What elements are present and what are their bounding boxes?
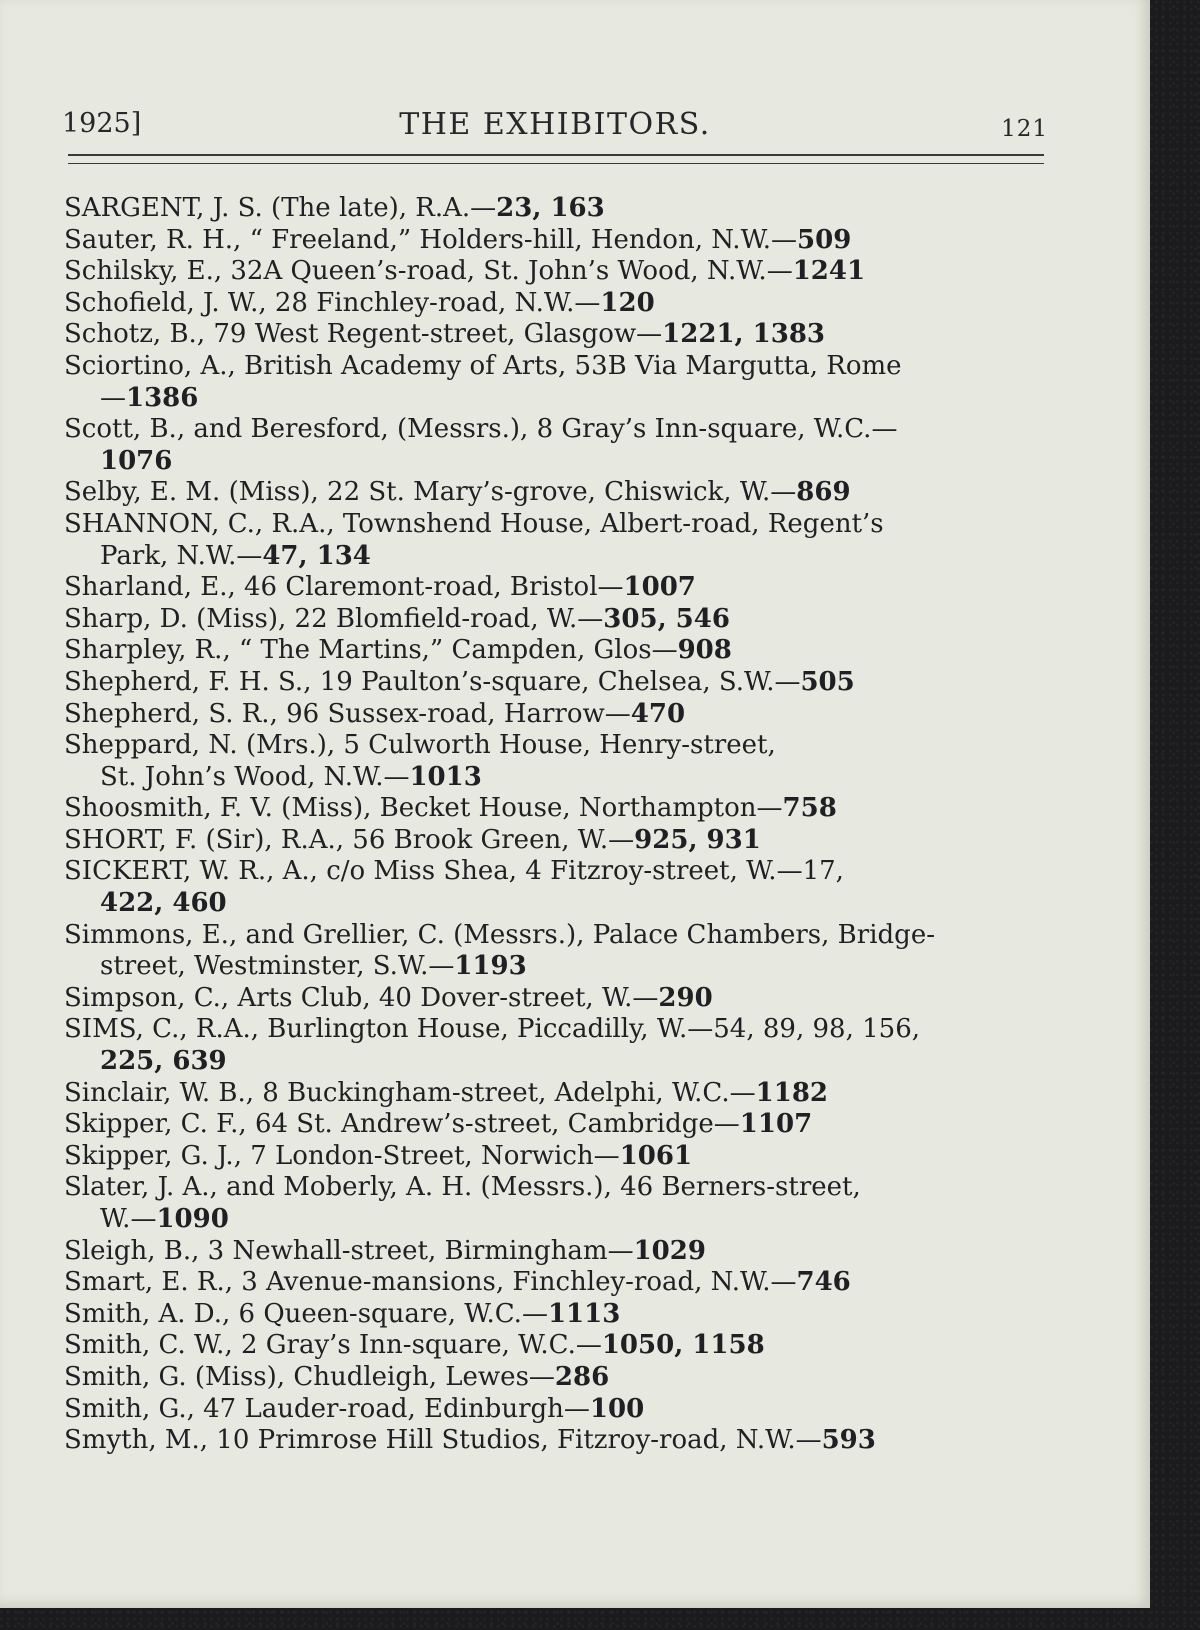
exhibitor-entry [64, 1394, 1056, 1426]
exhibitor-entry [64, 193, 1056, 225]
entry-text: Shepherd, F. H. S., 19 Paulton’s-square, Chelsea, S.W.— [64, 666, 801, 697]
entry-text: Scott, B., and Beresford, (Messrs.), 8 Gray’s Inn-square, W.C.— [64, 414, 898, 445]
catalogue-numbers: 120 [600, 287, 655, 318]
entry-line [64, 825, 1056, 857]
catalogue-numbers: 746 [796, 1267, 851, 1298]
catalogue-numbers: 1182 [755, 1077, 829, 1108]
exhibitor-entry [64, 793, 1056, 825]
entry-text: Sleigh, B., 3 Newhall-street, Birmingham— [64, 1235, 634, 1266]
entry-continuation [64, 446, 1056, 478]
entry-text: Schilsky, E., 32A Queen’s-road, St. John’s Wood, N.W.— [64, 256, 793, 287]
exhibitor-entry [64, 477, 1056, 509]
entry-text: Sheppard, N. (Mrs.), 5 Culworth House, Henry-street, [64, 730, 776, 761]
exhibitor-entry [64, 699, 1056, 731]
header-year: 1925] [62, 108, 142, 139]
entry-line [64, 225, 1056, 257]
exhibitor-entry [64, 572, 1056, 604]
entry-text: Simmons, E., and Grellier, C. (Messrs.), Palace Chambers, Bridge- [64, 919, 935, 950]
exhibitor-entry [64, 1362, 1056, 1394]
exhibitor-entry [64, 414, 1056, 477]
entry-text: Shepherd, S. R., 96 Sussex-road, Harrow— [64, 698, 631, 729]
exhibitor-entry [64, 509, 1056, 572]
exhibitor-entry [64, 1141, 1056, 1173]
entry-line [64, 793, 1056, 825]
exhibitor-entry [64, 983, 1056, 1015]
entry-line [64, 1394, 1056, 1426]
entry-line [64, 920, 1056, 952]
catalogue-numbers: 1113 [547, 1298, 621, 1329]
header-rule-thick [68, 154, 1044, 156]
exhibitor-entry [64, 1425, 1056, 1457]
entry-text: SIMS, C., R.A., Burlington House, Piccadilly, W.—54, 89, 98, 156, [64, 1014, 920, 1045]
entry-text: Smith, A. D., 6 Queen-square, W.C.— [64, 1298, 548, 1329]
catalogue-numbers: 1386 [126, 382, 199, 413]
entry-text: SARGENT, J. S. (The late), R.A.— [64, 193, 497, 223]
exhibitor-entry [64, 288, 1056, 320]
exhibitor-entry [64, 604, 1056, 636]
catalogue-numbers: 100 [589, 1393, 645, 1424]
continuation-text: street, Westminster, S.W.— [100, 951, 455, 982]
entry-line [64, 856, 1056, 888]
exhibitor-entry [64, 635, 1056, 667]
entry-continuation [64, 1046, 1056, 1078]
entry-line [64, 477, 1056, 509]
entry-text: Sharland, E., 46 Claremont-road, Bristol— [64, 572, 624, 603]
entry-line [64, 193, 1056, 225]
entry-text: Sciortino, A., British Academy of Arts, 53B Via Margutta, Rome [64, 350, 902, 381]
catalogue-numbers: 470 [630, 698, 686, 729]
entry-line [64, 1299, 1056, 1331]
entry-line [64, 699, 1056, 731]
entry-line [64, 667, 1056, 699]
exhibitor-entry [64, 1109, 1056, 1141]
entry-line [64, 635, 1056, 667]
catalogue-numbers: 47, 134 [262, 540, 371, 571]
entry-line [64, 1236, 1056, 1268]
catalogue-numbers: 1029 [633, 1235, 706, 1266]
catalogue-numbers: 925, 931 [634, 824, 761, 855]
entry-line [64, 1425, 1056, 1457]
catalogue-numbers: 1193 [454, 951, 527, 982]
entry-line [64, 572, 1056, 604]
entry-continuation [64, 383, 1056, 415]
entry-line [64, 1078, 1056, 1110]
entry-text: Schotz, B., 79 West Regent-street, Glasgow— [64, 319, 663, 350]
exhibitor-entry [64, 1267, 1056, 1299]
catalogue-numbers: 1013 [409, 761, 482, 792]
header-title: THE EXHIBITORS. [399, 107, 711, 142]
exhibitor-entry [64, 730, 1056, 793]
catalogue-numbers: 908 [677, 635, 732, 666]
entry-line [64, 1362, 1056, 1394]
entry-text: SICKERT, W. R., A., c/o Miss Shea, 4 Fitzroy-street, W.—17, [64, 856, 844, 887]
entry-line [64, 1109, 1056, 1141]
entry-line [64, 604, 1056, 636]
entry-continuation [64, 1204, 1056, 1236]
catalogue-numbers: 225, 639 [100, 1046, 227, 1077]
exhibitor-list [64, 193, 1056, 1457]
entry-text: Schofield, J. W., 28 Finchley-road, N.W.— [64, 287, 601, 318]
catalogue-numbers: 286 [554, 1361, 610, 1392]
entry-text: Skipper, G. J., 7 London-Street, Norwich— [64, 1140, 620, 1171]
catalogue-numbers: 1090 [156, 1204, 229, 1234]
exhibitor-entry [64, 319, 1056, 351]
entry-text: Smyth, M., 10 Primrose Hill Studios, Fitzroy-road, N.W.— [64, 1425, 822, 1456]
entry-line [64, 288, 1056, 320]
entry-continuation [64, 951, 1056, 983]
page-number: 121 [1001, 116, 1048, 142]
catalogue-numbers: 593 [821, 1425, 876, 1456]
continuation-text: St. John’s Wood, N.W.— [100, 761, 410, 792]
catalogue-numbers: 509 [797, 224, 852, 255]
entry-line [64, 1172, 1056, 1204]
exhibitor-entry [64, 825, 1056, 857]
entry-text: Sharp, D. (Miss), 22 Blomfield-road, W.— [64, 603, 604, 634]
exhibitor-entry [64, 256, 1056, 288]
catalogue-numbers: 290 [658, 982, 713, 1013]
exhibitor-entry [64, 1330, 1056, 1362]
entry-line [64, 509, 1056, 541]
entry-line [64, 319, 1056, 351]
entry-text: Sauter, R. H., “ Freeland,” Holders-hill, Hendon, N.W.— [64, 224, 798, 255]
entry-text: Skipper, C. F., 64 St. Andrew’s-street, Cambridge— [64, 1109, 740, 1140]
entry-line [64, 351, 1056, 383]
catalogue-numbers: 1107 [739, 1109, 813, 1140]
entry-line [64, 983, 1056, 1015]
exhibitor-entry [64, 920, 1056, 983]
catalogue-numbers: 758 [782, 793, 837, 824]
entry-continuation [64, 541, 1056, 573]
catalogue-numbers: 505 [800, 666, 855, 697]
continuation-text: Park, N.W.— [100, 540, 263, 571]
exhibitor-entry [64, 1299, 1056, 1331]
entry-line [64, 730, 1056, 762]
catalogue-numbers: 23, 163 [496, 193, 605, 223]
entry-continuation [64, 762, 1056, 794]
entry-line [64, 1267, 1056, 1299]
catalogue-numbers: 1007 [623, 572, 696, 603]
catalogue-numbers: 1076 [100, 445, 173, 476]
entry-text: Smith, G. (Miss), Chudleigh, Lewes— [64, 1361, 555, 1392]
entry-text: SHANNON, C., R.A., Townshend House, Albert-road, Regent’s [64, 508, 884, 539]
entry-line [64, 1141, 1056, 1173]
catalogue-numbers: 305, 546 [603, 603, 730, 634]
entry-text: SHORT, F. (Sir), R.A., 56 Brook Green, W.— [64, 824, 635, 855]
entry-text: Slater, J. A., and Moberly, A. H. (Messrs.), 46 Berners-street, [64, 1172, 861, 1203]
exhibitor-entry [64, 351, 1056, 414]
running-header [62, 102, 1048, 146]
entry-text: Selby, E. M. (Miss), 22 St. Mary’s-grove, Chiswick, W.— [64, 477, 797, 508]
catalogue-numbers: 1061 [619, 1140, 693, 1171]
entry-text: Sinclair, W. B., 8 Buckingham-street, Adelphi, W.C.— [64, 1077, 756, 1108]
exhibitor-entry [64, 225, 1056, 257]
exhibitor-entry [64, 1172, 1056, 1235]
entry-text: Sharpley, R., “ The Martins,” Campden, Glos— [64, 635, 678, 666]
entry-text: Smith, G., 47 Lauder-road, Edinburgh— [64, 1393, 590, 1424]
exhibitor-entry [64, 1014, 1056, 1077]
exhibitor-entry [64, 1078, 1056, 1110]
entry-text: Smart, E. R., 3 Avenue-mansions, Finchley-road, N.W.— [64, 1267, 797, 1298]
entry-line [64, 1330, 1056, 1362]
entry-line [64, 1014, 1056, 1046]
catalogue-numbers: 422, 460 [100, 888, 227, 919]
catalogue-numbers: 869 [796, 477, 851, 508]
entry-line [64, 256, 1056, 288]
catalogue-numbers: 1241 [792, 256, 866, 287]
continuation-text: — [100, 382, 126, 413]
catalogue-numbers: 1050, 1158 [601, 1330, 765, 1361]
entry-text: Simpson, C., Arts Club, 40 Dover-street, W.— [64, 982, 659, 1013]
entry-text: Shoosmith, F. V. (Miss), Becket House, Northampton— [64, 793, 783, 824]
entry-continuation [64, 888, 1056, 920]
catalogue-numbers: 1221, 1383 [662, 319, 826, 350]
exhibitor-entry [64, 1236, 1056, 1268]
entry-line [64, 414, 1056, 446]
entry-text: Smith, C. W., 2 Gray’s Inn-square, W.C.— [64, 1330, 602, 1361]
header-rule-thin [68, 163, 1044, 164]
continuation-text: W.— [100, 1204, 157, 1234]
exhibitor-entry [64, 856, 1056, 919]
exhibitor-entry [64, 667, 1056, 699]
